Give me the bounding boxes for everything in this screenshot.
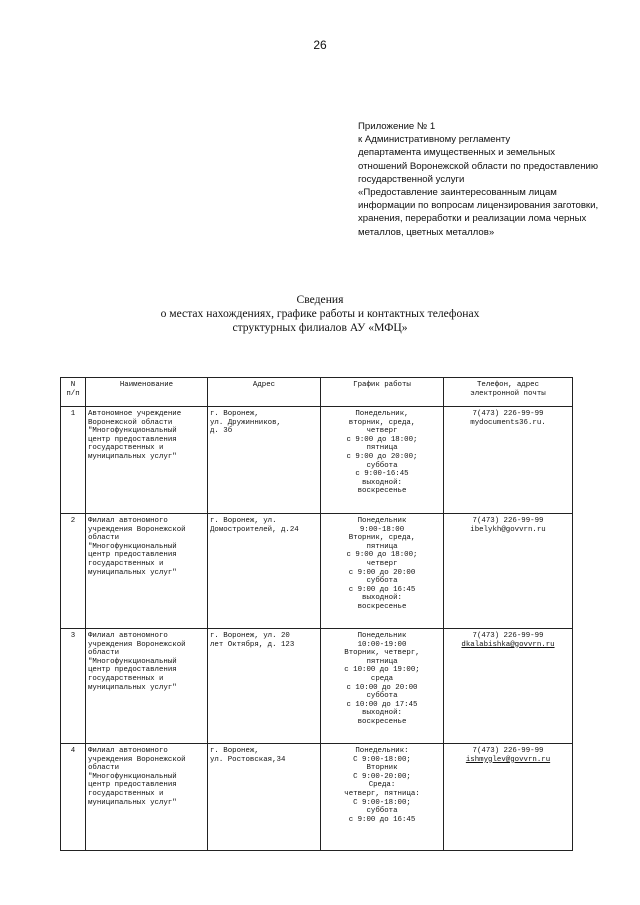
cell-line: четверг, пятница: (344, 789, 420, 798)
cell-line: государственных и (88, 674, 164, 683)
appendix-line: государственной услуги (358, 173, 465, 185)
cell-line: четверг (366, 559, 398, 568)
cell-line: Воронежской области (88, 418, 173, 427)
cell-line: Филиал автономного (88, 517, 168, 525)
cell-line: с 9:00 до 16:45 (348, 585, 416, 594)
branch-schedule (321, 514, 444, 629)
email-address: ibelykh@govvrn.ru (470, 525, 546, 534)
appendix-line: металлов, цветных металлов» (358, 226, 495, 238)
cell-line: области (88, 534, 120, 543)
branch-schedule (321, 407, 444, 514)
cell-line: воскресенье (357, 717, 407, 726)
branch-name (86, 744, 208, 851)
appendix-block (358, 120, 628, 239)
appendix-line: отношений Воронежской области по предоставлению (358, 160, 599, 172)
page-number: 26 (313, 38, 327, 52)
cell-line: "Многофункциональный (88, 427, 177, 436)
cell-line: Понедельник: (355, 747, 409, 755)
branch-address (208, 744, 321, 851)
cell-line: С 9:00-20:00; (353, 772, 411, 781)
appendix-line: хранения, переработки и реализации лома черных (358, 213, 587, 225)
row-number (61, 407, 86, 514)
cell-line: государственных и (88, 559, 164, 568)
cell-line: муниципальных услуг" (88, 452, 177, 461)
cell-line: с 9:00 до 20:00 (348, 568, 416, 577)
cell-line: с 10:00 до 19:00; (344, 666, 420, 675)
email-address: ishmyglev@govvrn.ru (465, 755, 551, 764)
email-address: mydocuments36.ru. (470, 418, 546, 427)
branch-name (86, 629, 208, 744)
table-row (61, 514, 573, 629)
appendix-line: к Административному регламенту (358, 134, 511, 146)
table-row (61, 407, 573, 514)
branch-address (208, 514, 321, 629)
cell-line: Домостроителей, д.24 (210, 525, 299, 534)
cell-line: с 10:00 до 17:45 (346, 700, 418, 709)
row-number-text: 1 (70, 410, 76, 418)
cell-line: "Многофункциональный (88, 657, 177, 666)
cell-line: г. Воронеж, ул. 20 (210, 632, 290, 640)
phone-number: 7(473) 226-99-99 (472, 517, 544, 525)
row-number-text: 2 (70, 517, 76, 525)
appendix-line: Приложение № 1 (358, 121, 436, 132)
document-heading (0, 293, 640, 335)
row-number (61, 744, 86, 851)
header-num: N п/п (61, 378, 86, 407)
header-schedule: График работы (321, 378, 444, 407)
branch-address (208, 629, 321, 744)
cell-line: Вторник, среда, (348, 534, 416, 543)
appendix-line: департамента имущественных и земельных (358, 147, 556, 159)
cell-line: Понедельник (357, 632, 407, 640)
branch-name (86, 407, 208, 514)
cell-line: д. 3б (210, 427, 233, 436)
cell-line: центр предоставления (88, 666, 177, 675)
branches-table (60, 377, 573, 851)
cell-line: Филиал автономного (88, 632, 168, 640)
table-row (61, 629, 573, 744)
branch-schedule (321, 629, 444, 744)
cell-line: Среда: (368, 781, 396, 790)
cell-line: выходной: (362, 594, 402, 603)
cell-line: государственных и (88, 444, 164, 453)
cell-line: Филиал автономного (88, 747, 168, 755)
cell-line: центр предоставления (88, 551, 177, 560)
phone-number: 7(473) 226-99-99 (472, 747, 544, 755)
phone-number: 7(473) 226-99-99 (472, 632, 544, 640)
cell-line: выходной: (362, 709, 402, 718)
heading-title: Сведения (296, 293, 344, 306)
cell-line: учреждения Воронежской (88, 755, 186, 764)
cell-line: учреждения Воронежской (88, 640, 186, 649)
cell-line: "Многофункциональный (88, 772, 177, 781)
cell-line: муниципальных услуг" (88, 683, 177, 692)
cell-line: С 9:00-18:00; (353, 798, 411, 807)
cell-line: воскресенье (357, 602, 407, 611)
cell-line: воскресенье (357, 487, 407, 496)
cell-line: среда (370, 674, 394, 683)
heading-line: о местах нахождениях, графике работы и контактных телефонах (160, 307, 480, 320)
cell-line: Автономное учреждение (88, 410, 182, 418)
cell-line: лет Октября, д. 123 (210, 640, 295, 649)
cell-line: выходной: (362, 478, 402, 487)
cell-line: центр предоставления (88, 781, 177, 790)
branch-contact (444, 407, 573, 514)
cell-line: с 9:00 до 18:00; (346, 551, 418, 560)
cell-line: с 9:00 до 16:45 (348, 815, 416, 824)
header-name: Наименование (86, 378, 208, 407)
cell-line: г. Воронеж, (210, 747, 259, 755)
cell-line: "Многофункциональный (88, 542, 177, 551)
branch-name (86, 514, 208, 629)
cell-line: государственных и (88, 789, 164, 798)
cell-line: пятница (366, 542, 398, 551)
cell-line: с 9:00 до 20:00; (346, 452, 418, 461)
cell-line: г. Воронеж, (210, 410, 259, 418)
branch-address (208, 407, 321, 514)
cell-line: муниципальных услуг" (88, 798, 177, 807)
header-contact: Телефон, адрес электронной почты (444, 378, 573, 407)
cell-line: 10:00-19:00 (357, 640, 407, 649)
heading-line: структурных филиалов АУ «МФЦ» (232, 321, 408, 334)
cell-line: 9:00-18:00 (359, 525, 405, 534)
cell-line: суббота (366, 577, 398, 586)
cell-line: суббота (366, 692, 398, 701)
table-header-row (61, 378, 573, 407)
cell-line: с 10:00 до 20:00 (346, 683, 418, 692)
cell-line: Вторник (366, 764, 398, 773)
cell-line: пятница (366, 444, 398, 453)
cell-line: ул. Ростовская,34 (210, 755, 286, 764)
cell-line: суббота (366, 807, 398, 816)
cell-line: муниципальных услуг" (88, 568, 177, 577)
cell-line: пятница (366, 657, 398, 666)
cell-line: четверг (366, 427, 398, 436)
email-address: dkalabishka@govvrn.ru (461, 640, 555, 649)
row-number-text: 4 (70, 747, 76, 755)
cell-line: учреждения Воронежской (88, 525, 186, 534)
row-number (61, 629, 86, 744)
phone-number: 7(473) 226-99-99 (472, 410, 544, 418)
branch-schedule (321, 744, 444, 851)
cell-line: с 9:00-16:45 (355, 470, 409, 479)
table-row (61, 744, 573, 851)
appendix-line: «Предоставление заинтересованным лицам (358, 187, 557, 199)
cell-line: Понедельник, (355, 410, 409, 418)
branch-contact (444, 744, 573, 851)
branch-contact (444, 629, 573, 744)
cell-line: ул. Дружинников, (210, 418, 281, 427)
cell-line: с 9:00 до 18:00; (346, 435, 418, 444)
appendix-line: информации по вопросам лицензирования заготовки, (358, 200, 599, 212)
row-number-text: 3 (70, 632, 76, 640)
cell-line: С 9:00-18:00; (353, 755, 411, 764)
cell-line: суббота (366, 461, 398, 470)
row-number (61, 514, 86, 629)
cell-line: г. Воронеж, ул. (210, 517, 277, 525)
cell-line: центр предоставления (88, 435, 177, 444)
cell-line: области (88, 649, 120, 658)
branch-contact (444, 514, 573, 629)
cell-line: вторник, среда, (348, 418, 416, 427)
cell-line: Понедельник (357, 517, 407, 525)
header-address: Адрес (208, 378, 321, 407)
cell-line: области (88, 764, 120, 773)
cell-line: Вторник, четверг, (344, 649, 420, 658)
